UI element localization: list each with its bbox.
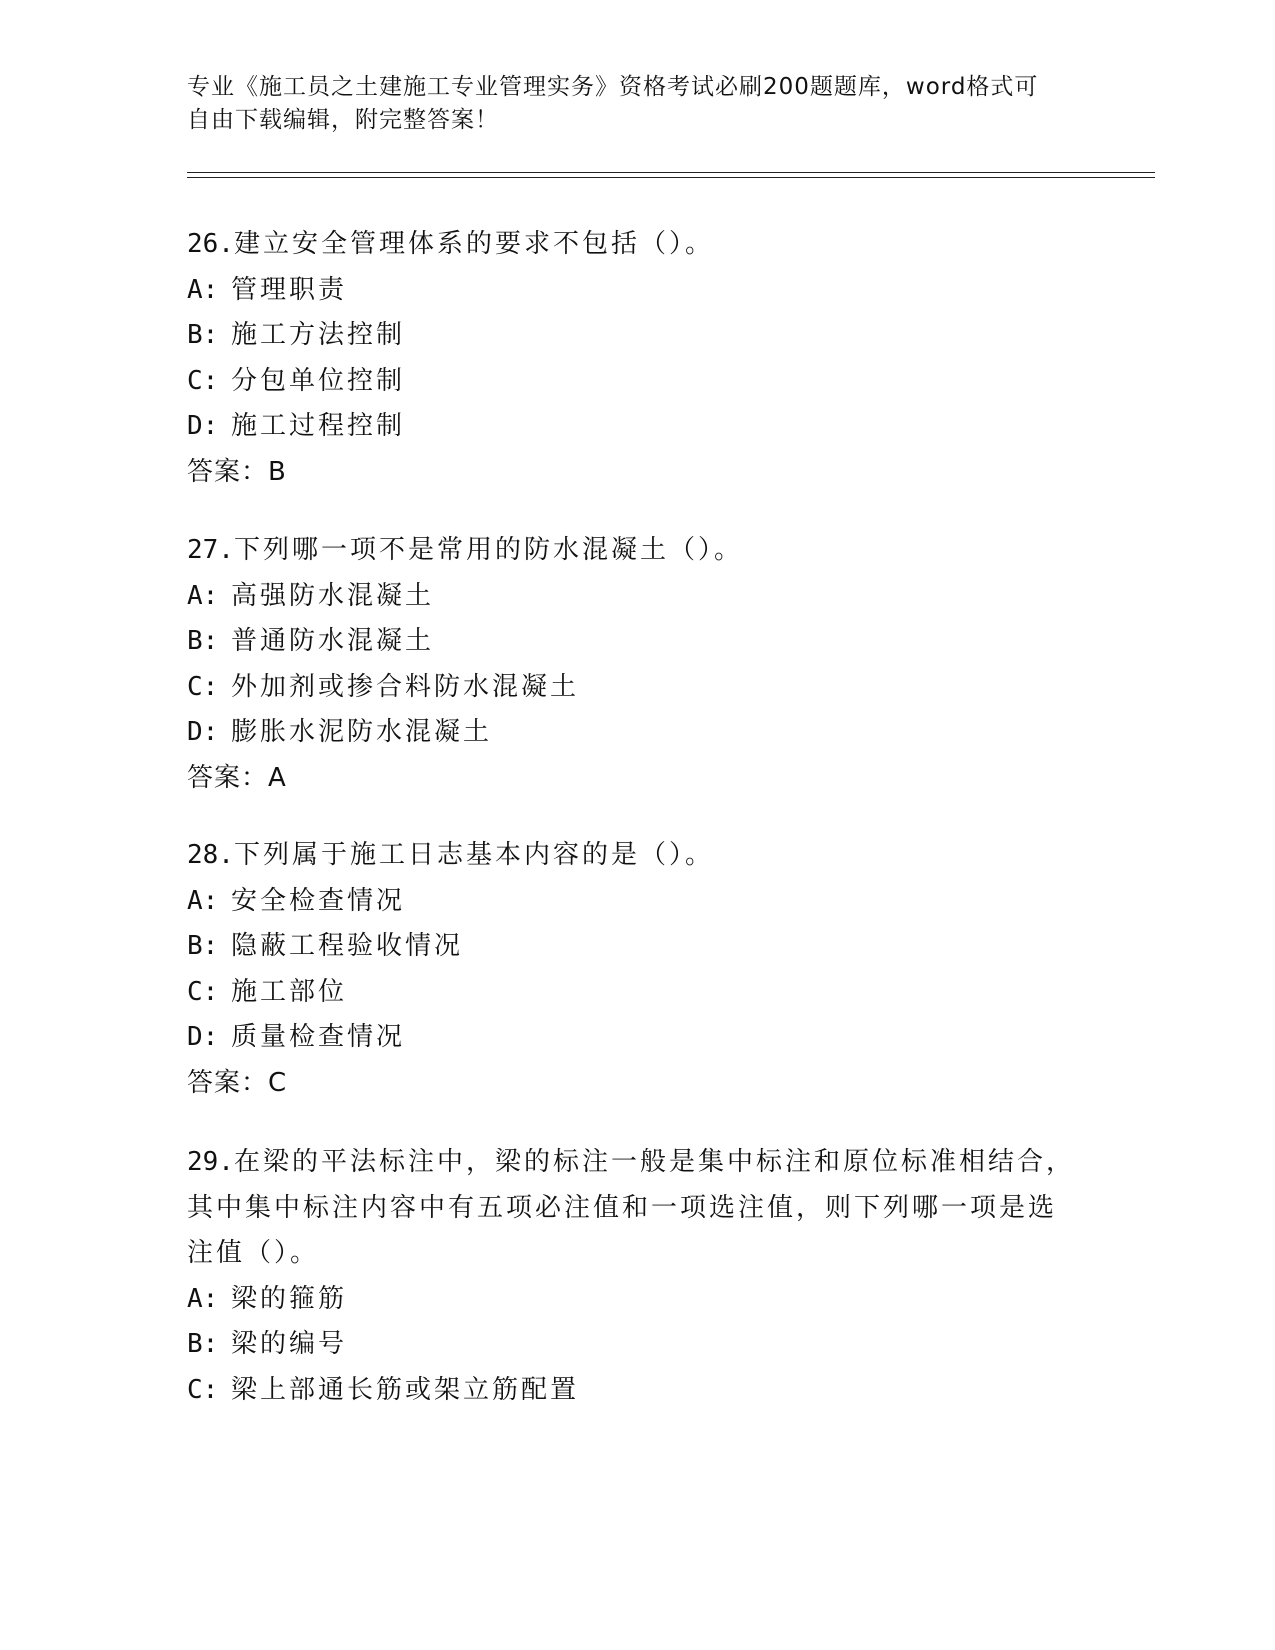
option-c xyxy=(187,970,1067,1016)
question-stem xyxy=(187,222,1067,268)
header-rule-bottom xyxy=(187,177,1155,178)
question-29 xyxy=(187,1140,1075,1413)
option-letter: A: xyxy=(187,1283,219,1314)
option-letter: C: xyxy=(187,976,219,1007)
option-b xyxy=(187,313,1067,359)
option-a xyxy=(187,574,1067,620)
option-letter: A: xyxy=(187,274,219,305)
option-d xyxy=(187,404,1067,450)
question-text: 建立安全管理体系的要求不包括（）。 xyxy=(233,229,714,259)
question-number: 28. xyxy=(187,840,234,870)
option-letter: D: xyxy=(187,717,219,747)
option-letter: C: xyxy=(187,671,219,702)
option-text: 外加剂或掺合料防水混凝土 xyxy=(231,671,580,702)
question-stem-line-2: 其中集中标注内容中有五项必注值和一项选注值，则下列哪一项是选 xyxy=(187,1192,1058,1223)
question-26 xyxy=(187,222,1067,495)
option-letter: B: xyxy=(187,1329,219,1359)
option-a xyxy=(187,268,1067,314)
question-number: 26. xyxy=(187,229,234,259)
question-27 xyxy=(187,528,1067,801)
option-letter: A: xyxy=(187,580,219,611)
option-d xyxy=(187,1015,1067,1061)
option-b xyxy=(187,1322,1067,1368)
question-stem-line-1 xyxy=(187,1140,1075,1186)
option-text: 高强防水混凝土 xyxy=(231,580,435,611)
option-letter: C: xyxy=(187,365,219,396)
question-28 xyxy=(187,833,1067,1106)
option-letter: B: xyxy=(187,931,219,961)
question-number: 27. xyxy=(187,535,234,565)
option-c xyxy=(187,1368,1067,1414)
document-header xyxy=(187,71,1067,137)
question-text: 在梁的平法标注中，梁的标注一般是集中标注和原位标准相结合， xyxy=(233,1147,1075,1177)
option-text: 施工部位 xyxy=(231,976,348,1007)
option-d xyxy=(187,710,1067,756)
option-text: 质量检查情况 xyxy=(231,1022,406,1052)
option-text: 普通防水混凝土 xyxy=(231,626,435,656)
option-text: 施工过程控制 xyxy=(231,411,406,441)
option-text: 膨胀水泥防水混凝土 xyxy=(231,717,493,747)
option-a xyxy=(187,1277,1067,1323)
option-text: 梁的编号 xyxy=(231,1329,348,1359)
question-stem xyxy=(187,528,1067,574)
option-c xyxy=(187,665,1067,711)
option-text: 安全检查情况 xyxy=(231,885,406,916)
option-text: 管理职责 xyxy=(231,274,348,305)
answer-line: 答案：B xyxy=(187,456,287,487)
option-b xyxy=(187,619,1067,665)
option-letter: C: xyxy=(187,1374,219,1405)
question-stem-line-3: 注值（）。 xyxy=(187,1238,320,1268)
option-letter: D: xyxy=(187,1022,219,1052)
option-letter: B: xyxy=(187,320,219,350)
option-text: 分包单位控制 xyxy=(231,365,406,396)
question-text: 下列哪一项不是常用的防水混凝土（）。 xyxy=(233,535,743,565)
question-stem xyxy=(187,833,1067,879)
option-text: 梁上部通长筋或架立筋配置 xyxy=(231,1374,580,1405)
header-line-1: 专业《施工员之土建施工专业管理实务》资格考试必刷200题题库，word格式可 xyxy=(187,74,1039,100)
header-rule-top xyxy=(187,172,1155,173)
option-a xyxy=(187,879,1067,925)
header-line-2: 自由下载编辑，附完整答案！ xyxy=(187,107,499,133)
option-letter: A: xyxy=(187,885,219,916)
option-text: 施工方法控制 xyxy=(231,320,406,350)
answer-line: 答案：A xyxy=(187,762,287,793)
question-number: 29. xyxy=(187,1147,234,1177)
option-letter: B: xyxy=(187,626,219,656)
option-b xyxy=(187,924,1067,970)
option-letter: D: xyxy=(187,411,219,441)
answer-line: 答案：C xyxy=(187,1067,288,1098)
option-text: 隐蔽工程验收情况 xyxy=(231,931,464,961)
option-c xyxy=(187,359,1067,405)
question-text: 下列属于施工日志基本内容的是（）。 xyxy=(233,840,714,870)
option-text: 梁的箍筋 xyxy=(231,1283,348,1314)
